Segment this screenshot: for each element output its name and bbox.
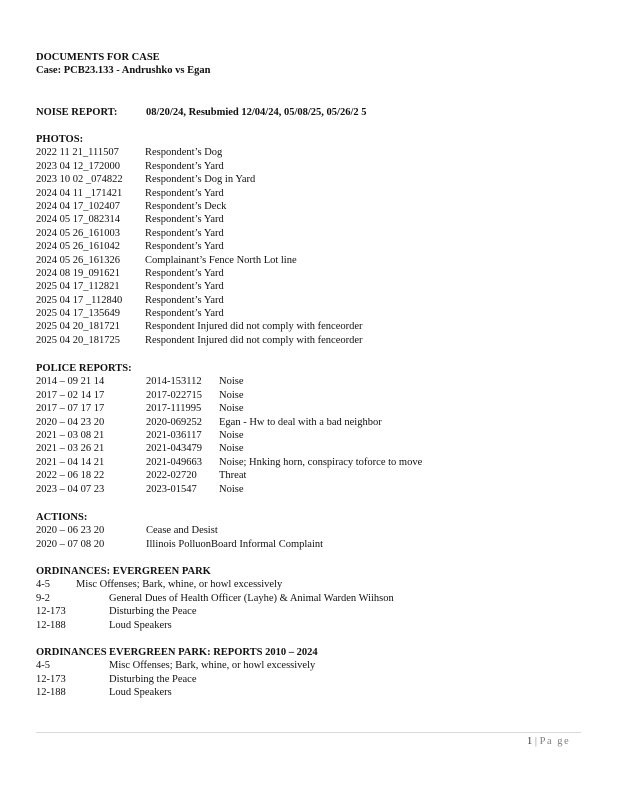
report-number: 2017-022715 bbox=[146, 389, 202, 401]
report-number: 2022-02720 bbox=[146, 470, 197, 482]
action-description: Illinois PolluonBoard Informal Complaint bbox=[146, 538, 324, 550]
ordinance-description: Misc Offenses; Bark, whine, or howl excessively bbox=[76, 579, 283, 591]
report-description: Egan - Hw to deal with a bad neighbor bbox=[219, 416, 382, 428]
header bbox=[36, 51, 210, 78]
photo-id: 2023 10 02 _074822 bbox=[36, 174, 123, 186]
photo-id: 2024 05 26_161003 bbox=[36, 227, 120, 239]
ordinances-heading: ORDINANCES: EVERGREEN PARK bbox=[36, 566, 211, 577]
photo-id: 2024 05 17_082314 bbox=[36, 214, 120, 226]
photo-description: Respondent’s Yard bbox=[145, 214, 224, 226]
report-description: Noise bbox=[219, 403, 244, 415]
list-item bbox=[36, 429, 244, 442]
list-item bbox=[36, 160, 224, 173]
ordinance-description: General Dues of Health Officer (Layhe) & Animal Warden Wiihson bbox=[109, 592, 394, 604]
list-item bbox=[36, 416, 382, 429]
list-item bbox=[36, 456, 423, 469]
page-number: 1 bbox=[527, 736, 533, 747]
photo-id: 2024 04 11 _171421 bbox=[36, 187, 123, 199]
report-description: Threat bbox=[219, 470, 247, 482]
photo-description: Respondent’s Yard bbox=[145, 241, 224, 253]
ordinances-reports-heading-a: ORDINANCES bbox=[36, 647, 107, 658]
action-date: 2020 – 07 08 20 bbox=[36, 538, 105, 550]
photo-id: 2025 04 17_112821 bbox=[36, 281, 120, 293]
ordinance-code: 9-2 bbox=[36, 592, 50, 604]
report-number: 2021-043479 bbox=[146, 443, 202, 455]
report-date: 2017 – 07 17 17 bbox=[36, 403, 105, 415]
ordinances-reports-heading-b: EVERGREEN PARK: REPORTS 2010 – 2024 bbox=[109, 647, 318, 658]
photo-description: Complainant’s Fence North Lot line bbox=[145, 254, 297, 266]
list-item bbox=[36, 267, 224, 280]
photos-section bbox=[36, 133, 363, 347]
list-item bbox=[36, 187, 224, 200]
photo-id: 2024 08 19_091621 bbox=[36, 267, 120, 279]
noise-report bbox=[36, 106, 367, 119]
report-number: 2021-036117 bbox=[146, 429, 202, 441]
photo-description: Respondent’s Yard bbox=[145, 294, 224, 306]
list-item bbox=[36, 578, 283, 591]
police-list bbox=[36, 375, 423, 496]
ordinance-code: 12-173 bbox=[36, 673, 66, 685]
list-item bbox=[36, 483, 244, 496]
ordinance-description: Loud Speakers bbox=[109, 619, 172, 631]
list-item bbox=[36, 307, 224, 320]
report-date: 2023 – 04 07 23 bbox=[36, 483, 105, 495]
doc-title: DOCUMENTS FOR CASE bbox=[36, 52, 160, 63]
report-date: 2017 – 02 14 17 bbox=[36, 389, 105, 401]
list-item bbox=[36, 320, 363, 333]
noise-report-dates: 08/20/24, Resubmied 12/04/24, 05/08/25, 05/26/2 5 bbox=[146, 107, 367, 118]
photo-description: Respondent’s Yard bbox=[145, 187, 224, 199]
report-description: Noise bbox=[219, 483, 244, 495]
report-date: 2021 – 04 14 21 bbox=[36, 456, 105, 468]
photo-id: 2024 05 26_161042 bbox=[36, 241, 120, 253]
report-description: Noise bbox=[219, 429, 244, 441]
footer-separator: | bbox=[534, 736, 537, 747]
report-number: 2014-153112 bbox=[146, 376, 202, 388]
list-item bbox=[36, 524, 218, 537]
list-item bbox=[36, 294, 224, 307]
list-item bbox=[36, 173, 256, 186]
report-date: 2014 – 09 21 14 bbox=[36, 376, 105, 388]
footer-divider bbox=[36, 732, 581, 733]
report-number: 2020-069252 bbox=[146, 416, 202, 428]
list-item bbox=[36, 538, 324, 551]
photos-heading: PHOTOS: bbox=[36, 134, 84, 145]
photo-description: Respondent Injured did not comply with fenceorder bbox=[145, 321, 363, 333]
noise-report-label: NOISE REPORT: bbox=[36, 107, 118, 118]
photo-id: 2023 04 12_172000 bbox=[36, 160, 120, 172]
ordinance-code: 12-188 bbox=[36, 619, 66, 631]
list-item bbox=[36, 254, 297, 267]
photo-id: 2025 04 20_181721 bbox=[36, 321, 120, 333]
actions-heading: ACTIONS: bbox=[36, 512, 88, 523]
photo-description: Respondent’s Yard bbox=[145, 227, 224, 239]
report-description: Noise bbox=[219, 443, 244, 455]
ordinance-code: 4-5 bbox=[36, 579, 50, 591]
ordinance-code: 4-5 bbox=[36, 660, 50, 672]
list-item bbox=[36, 200, 227, 213]
ordinances-reports-section bbox=[36, 646, 318, 700]
photo-description: Respondent’s Yard bbox=[145, 281, 224, 293]
list-item bbox=[36, 619, 211, 632]
ordinance-description: Loud Speakers bbox=[109, 687, 172, 699]
ordinances-reports-list bbox=[36, 659, 316, 699]
photo-description: Respondent’s Dog in Yard bbox=[145, 174, 256, 186]
list-item bbox=[36, 442, 244, 455]
police-section bbox=[36, 362, 423, 496]
photo-description: Respondent’s Yard bbox=[145, 308, 224, 320]
list-item bbox=[36, 605, 211, 618]
report-date: 2022 – 06 18 22 bbox=[36, 470, 105, 482]
list-item bbox=[36, 240, 224, 253]
list-item bbox=[36, 146, 223, 159]
list-item bbox=[36, 213, 224, 226]
ordinance-description: Misc Offenses; Bark, whine, or howl excessively bbox=[109, 660, 316, 672]
photo-description: Respondent’s Yard bbox=[145, 160, 224, 172]
list-item bbox=[36, 334, 363, 347]
page-word: Pa ge bbox=[539, 736, 571, 747]
actions-list bbox=[36, 524, 324, 551]
actions-section bbox=[36, 511, 324, 551]
report-number: 2021-049663 bbox=[146, 456, 202, 468]
list-item bbox=[36, 402, 244, 415]
list-item bbox=[36, 673, 197, 686]
list-item bbox=[36, 686, 172, 699]
list-item bbox=[36, 389, 244, 402]
photo-description: Respondent Injured did not comply with fenceorder bbox=[145, 334, 363, 346]
list-item bbox=[36, 227, 224, 240]
photo-id: 2024 04 17_102407 bbox=[36, 200, 120, 212]
action-date: 2020 – 06 23 20 bbox=[36, 525, 105, 537]
report-date: 2021 – 03 08 21 bbox=[36, 429, 105, 441]
report-description: Noise; Hnking horn, conspiracy toforce to move bbox=[219, 456, 423, 468]
report-number: 2023-01547 bbox=[146, 483, 197, 495]
list-item bbox=[36, 375, 244, 388]
report-description: Noise bbox=[219, 376, 244, 388]
page-footer bbox=[527, 735, 570, 748]
ordinances-list bbox=[36, 578, 394, 632]
case-line: Case: PCB23.133 - Andrushko vs Egan bbox=[36, 65, 211, 77]
ordinance-code: 12-173 bbox=[36, 606, 66, 618]
ordinance-code: 12-188 bbox=[36, 687, 66, 699]
report-description: Noise bbox=[219, 389, 244, 401]
ordinance-description: Disturbing the Peace bbox=[109, 606, 197, 618]
list-item bbox=[36, 659, 316, 672]
photo-id: 2025 04 20_181725 bbox=[36, 334, 120, 346]
list-item bbox=[36, 469, 247, 482]
ordinances-section bbox=[36, 565, 394, 632]
list-item bbox=[36, 592, 394, 605]
photo-id: 2025 04 17_135649 bbox=[36, 308, 120, 320]
list-item bbox=[36, 280, 224, 293]
photo-id: 2025 04 17 _112840 bbox=[36, 294, 123, 306]
photo-id: 2024 05 26_161326 bbox=[36, 254, 120, 266]
police-heading: POLICE REPORTS: bbox=[36, 363, 132, 374]
ordinance-description: Disturbing the Peace bbox=[109, 673, 197, 685]
report-date: 2020 – 04 23 20 bbox=[36, 416, 105, 428]
report-date: 2021 – 03 26 21 bbox=[36, 443, 105, 455]
photo-description: Respondent’s Deck bbox=[145, 200, 227, 212]
photo-description: Respondent’s Yard bbox=[145, 267, 224, 279]
report-number: 2017-111995 bbox=[146, 403, 202, 415]
photo-description: Respondent’s Dog bbox=[145, 147, 223, 159]
photos-list bbox=[36, 146, 363, 347]
photo-id: 2022 11 21_111507 bbox=[36, 147, 119, 159]
action-description: Cease and Desist bbox=[146, 525, 218, 537]
